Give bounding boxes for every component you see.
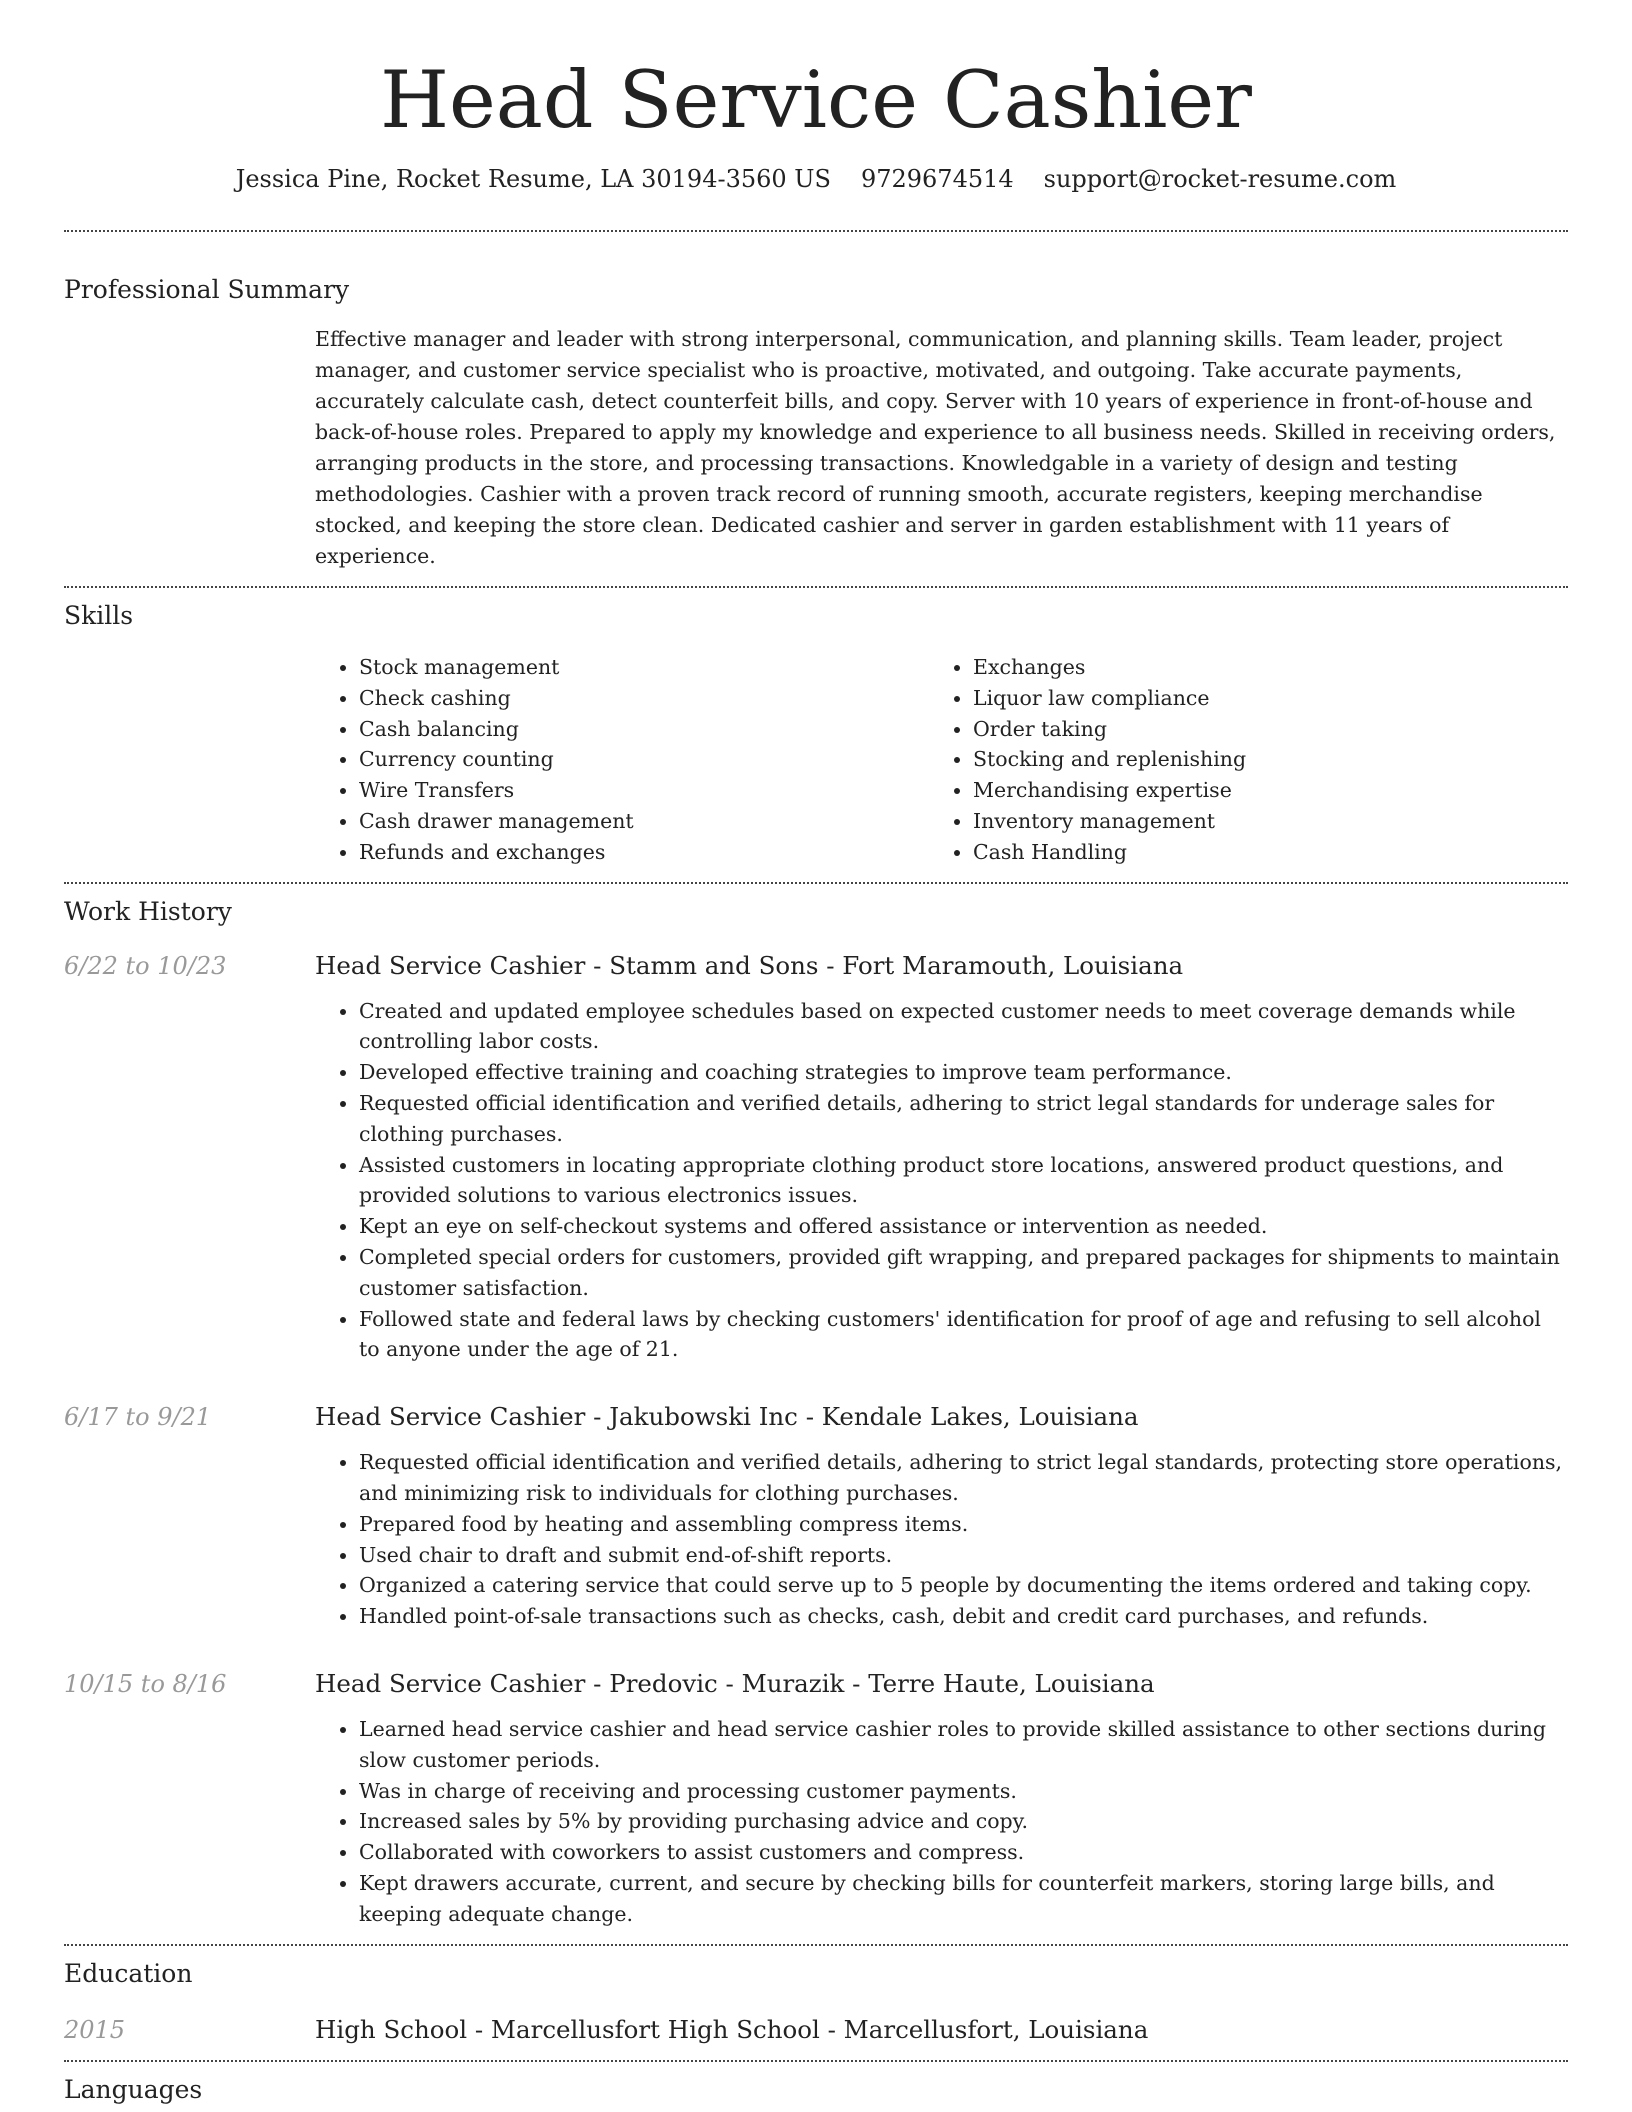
work-section <box>64 884 1568 1944</box>
skill-item: • Cash balancing <box>359 714 929 745</box>
skill-item: • Order taking <box>973 714 1543 745</box>
skill-item: • Currency counting <box>359 744 929 775</box>
job-bullet: • Assisted customers in locating appropriate clothing product store locations, answered product questions, and provided solutions to various electronics issues. <box>359 1150 1568 1212</box>
job-heading: Head Service Cashier - Stamm and Sons - Fort Maramouth, Louisiana <box>315 950 1184 980</box>
job-bullet: • Requested official identification and verified details, adhering to strict legal standards, protecting store operations, and minimizing risk to individuals for clothing purchases. <box>359 1447 1568 1509</box>
skill-item: • Inventory management <box>973 806 1543 837</box>
languages-section <box>64 2062 1568 2106</box>
languages-title: Languages <box>64 2074 203 2104</box>
job-bullets <box>315 996 1568 1366</box>
contact-email: support@rocket-resume.com <box>1043 165 1397 193</box>
skill-item: • Liquor law compliance <box>973 683 1543 714</box>
skills-list-left <box>315 652 929 868</box>
job-bullet: • Kept an eye on self-checkout systems and offered assistance or intervention as needed. <box>359 1211 1568 1242</box>
skill-item: • Check cashing <box>359 683 929 714</box>
skill-item: • Wire Transfers <box>359 775 929 806</box>
summary-text: Effective manager and leader with strong interpersonal, communication, and planning skills. Team leader, project manager, and customer service specialist who is proactive, motivated, and outgoing. Take accurate payments, accurately calculate cash, detect counterfeit bills, and copy. Server with 10 years of experience in front-of-house and back-of-house roles. Prepared to apply my knowledge and experience to all business needs. Skilled in receiving orders, arranging products in the store, and processing transactions. Knowledgable in a variety of design and testing methodologies. Cashier with a proven track record of running smooth, accurate registers, keeping merchandise stocked, and keeping the store clean. Dedicated cashier and server in garden establishment with 11 years of experience. <box>315 327 1556 568</box>
summary-section <box>64 232 1568 586</box>
contact-phone: 9729674514 <box>860 165 1014 193</box>
work-title: Work History <box>64 896 232 926</box>
skill-item: • Stock management <box>359 652 929 683</box>
skill-item: • Exchanges <box>973 652 1543 683</box>
contact-address: Jessica Pine, Rocket Resume, LA 30194-3560 US <box>235 165 831 193</box>
job-entry <box>64 950 1568 1366</box>
job-bullet: • Created and updated employee schedules based on expected customer needs to meet coverage demands while controlling labor costs. <box>359 996 1568 1058</box>
job-body <box>315 1401 1568 1632</box>
resume-page <box>64 0 1568 2106</box>
job-bullet: • Handled point-of-sale transactions such as checks, cash, debit and credit card purchases, and refunds. <box>359 1601 1568 1632</box>
education-title: Education <box>64 1958 193 1988</box>
skills-title: Skills <box>64 601 134 630</box>
education-text: High School - Marcellusfort High School - Marcellusfort, Louisiana <box>315 2014 1149 2044</box>
job-bullets <box>315 1714 1568 1930</box>
job-bullet: • Increased sales by 5% by providing purchasing advice and copy. <box>359 1806 1568 1837</box>
skill-item: • Merchandising expertise <box>973 775 1543 806</box>
job-bullet: • Requested official identification and verified details, adhering to strict legal standards for underage sales for clothing purchases. <box>359 1088 1568 1150</box>
job-heading: Head Service Cashier - Jakubowski Inc - Kendale Lakes, Louisiana <box>315 1402 1139 1432</box>
job-bullet: • Followed state and federal laws by checking customers' identification for proof of age and refusing to sell alcohol to anyone under the age of 21. <box>359 1304 1568 1366</box>
skill-item: • Refunds and exchanges <box>359 837 929 868</box>
education-entry <box>64 2014 1568 2060</box>
skill-item: • Stocking and replenishing <box>973 744 1543 775</box>
job-bullets <box>315 1447 1568 1632</box>
education-date: 2015 <box>64 2015 126 2044</box>
job-bullet: • Prepared food by heating and assembling compress items. <box>359 1509 1568 1540</box>
job-entry <box>64 1668 1568 1930</box>
job-bullet: • Was in charge of receiving and processing customer payments. <box>359 1776 1568 1807</box>
job-bullet: • Learned head service cashier and head service cashier roles to provide skilled assistance to other sections during slow customer periods. <box>359 1714 1568 1776</box>
job-date: 10/15 to 8/16 <box>64 1669 227 1698</box>
job-bullet: • Used chair to draft and submit end-of-shift reports. <box>359 1540 1568 1571</box>
summary-title: Professional Summary <box>64 275 350 304</box>
skill-item: • Cash drawer management <box>359 806 929 837</box>
job-entry <box>64 1401 1568 1632</box>
skills-list-right <box>929 652 1543 868</box>
job-body <box>315 950 1568 1366</box>
contact-line <box>64 162 1568 196</box>
resume-title: Head Service Cashier <box>380 54 1252 146</box>
job-bullet: • Kept drawers accurate, current, and secure by checking bills for counterfeit markers, storing large bills, and keeping adequate change. <box>359 1868 1568 1930</box>
job-date: 6/17 to 9/21 <box>64 1403 212 1432</box>
job-bullet: • Completed special orders for customers, provided gift wrapping, and prepared packages for shipments to maintain customer satisfaction. <box>359 1242 1568 1304</box>
job-bullet: • Developed effective training and coaching strategies to improve team performance. <box>359 1057 1568 1088</box>
education-section <box>64 1946 1568 2060</box>
job-date: 6/22 to 10/23 <box>64 951 227 980</box>
job-bullet: • Organized a catering service that could serve up to 5 people by documenting the items ordered and taking copy. <box>359 1570 1568 1601</box>
skills-section <box>64 588 1568 882</box>
job-bullet: • Collaborated with coworkers to assist customers and compress. <box>359 1837 1568 1868</box>
skills-columns <box>315 652 1568 882</box>
job-heading: Head Service Cashier - Predovic - Murazik - Terre Haute, Louisiana <box>315 1668 1155 1698</box>
skill-item: • Cash Handling <box>973 837 1543 868</box>
job-body <box>315 1668 1568 1930</box>
